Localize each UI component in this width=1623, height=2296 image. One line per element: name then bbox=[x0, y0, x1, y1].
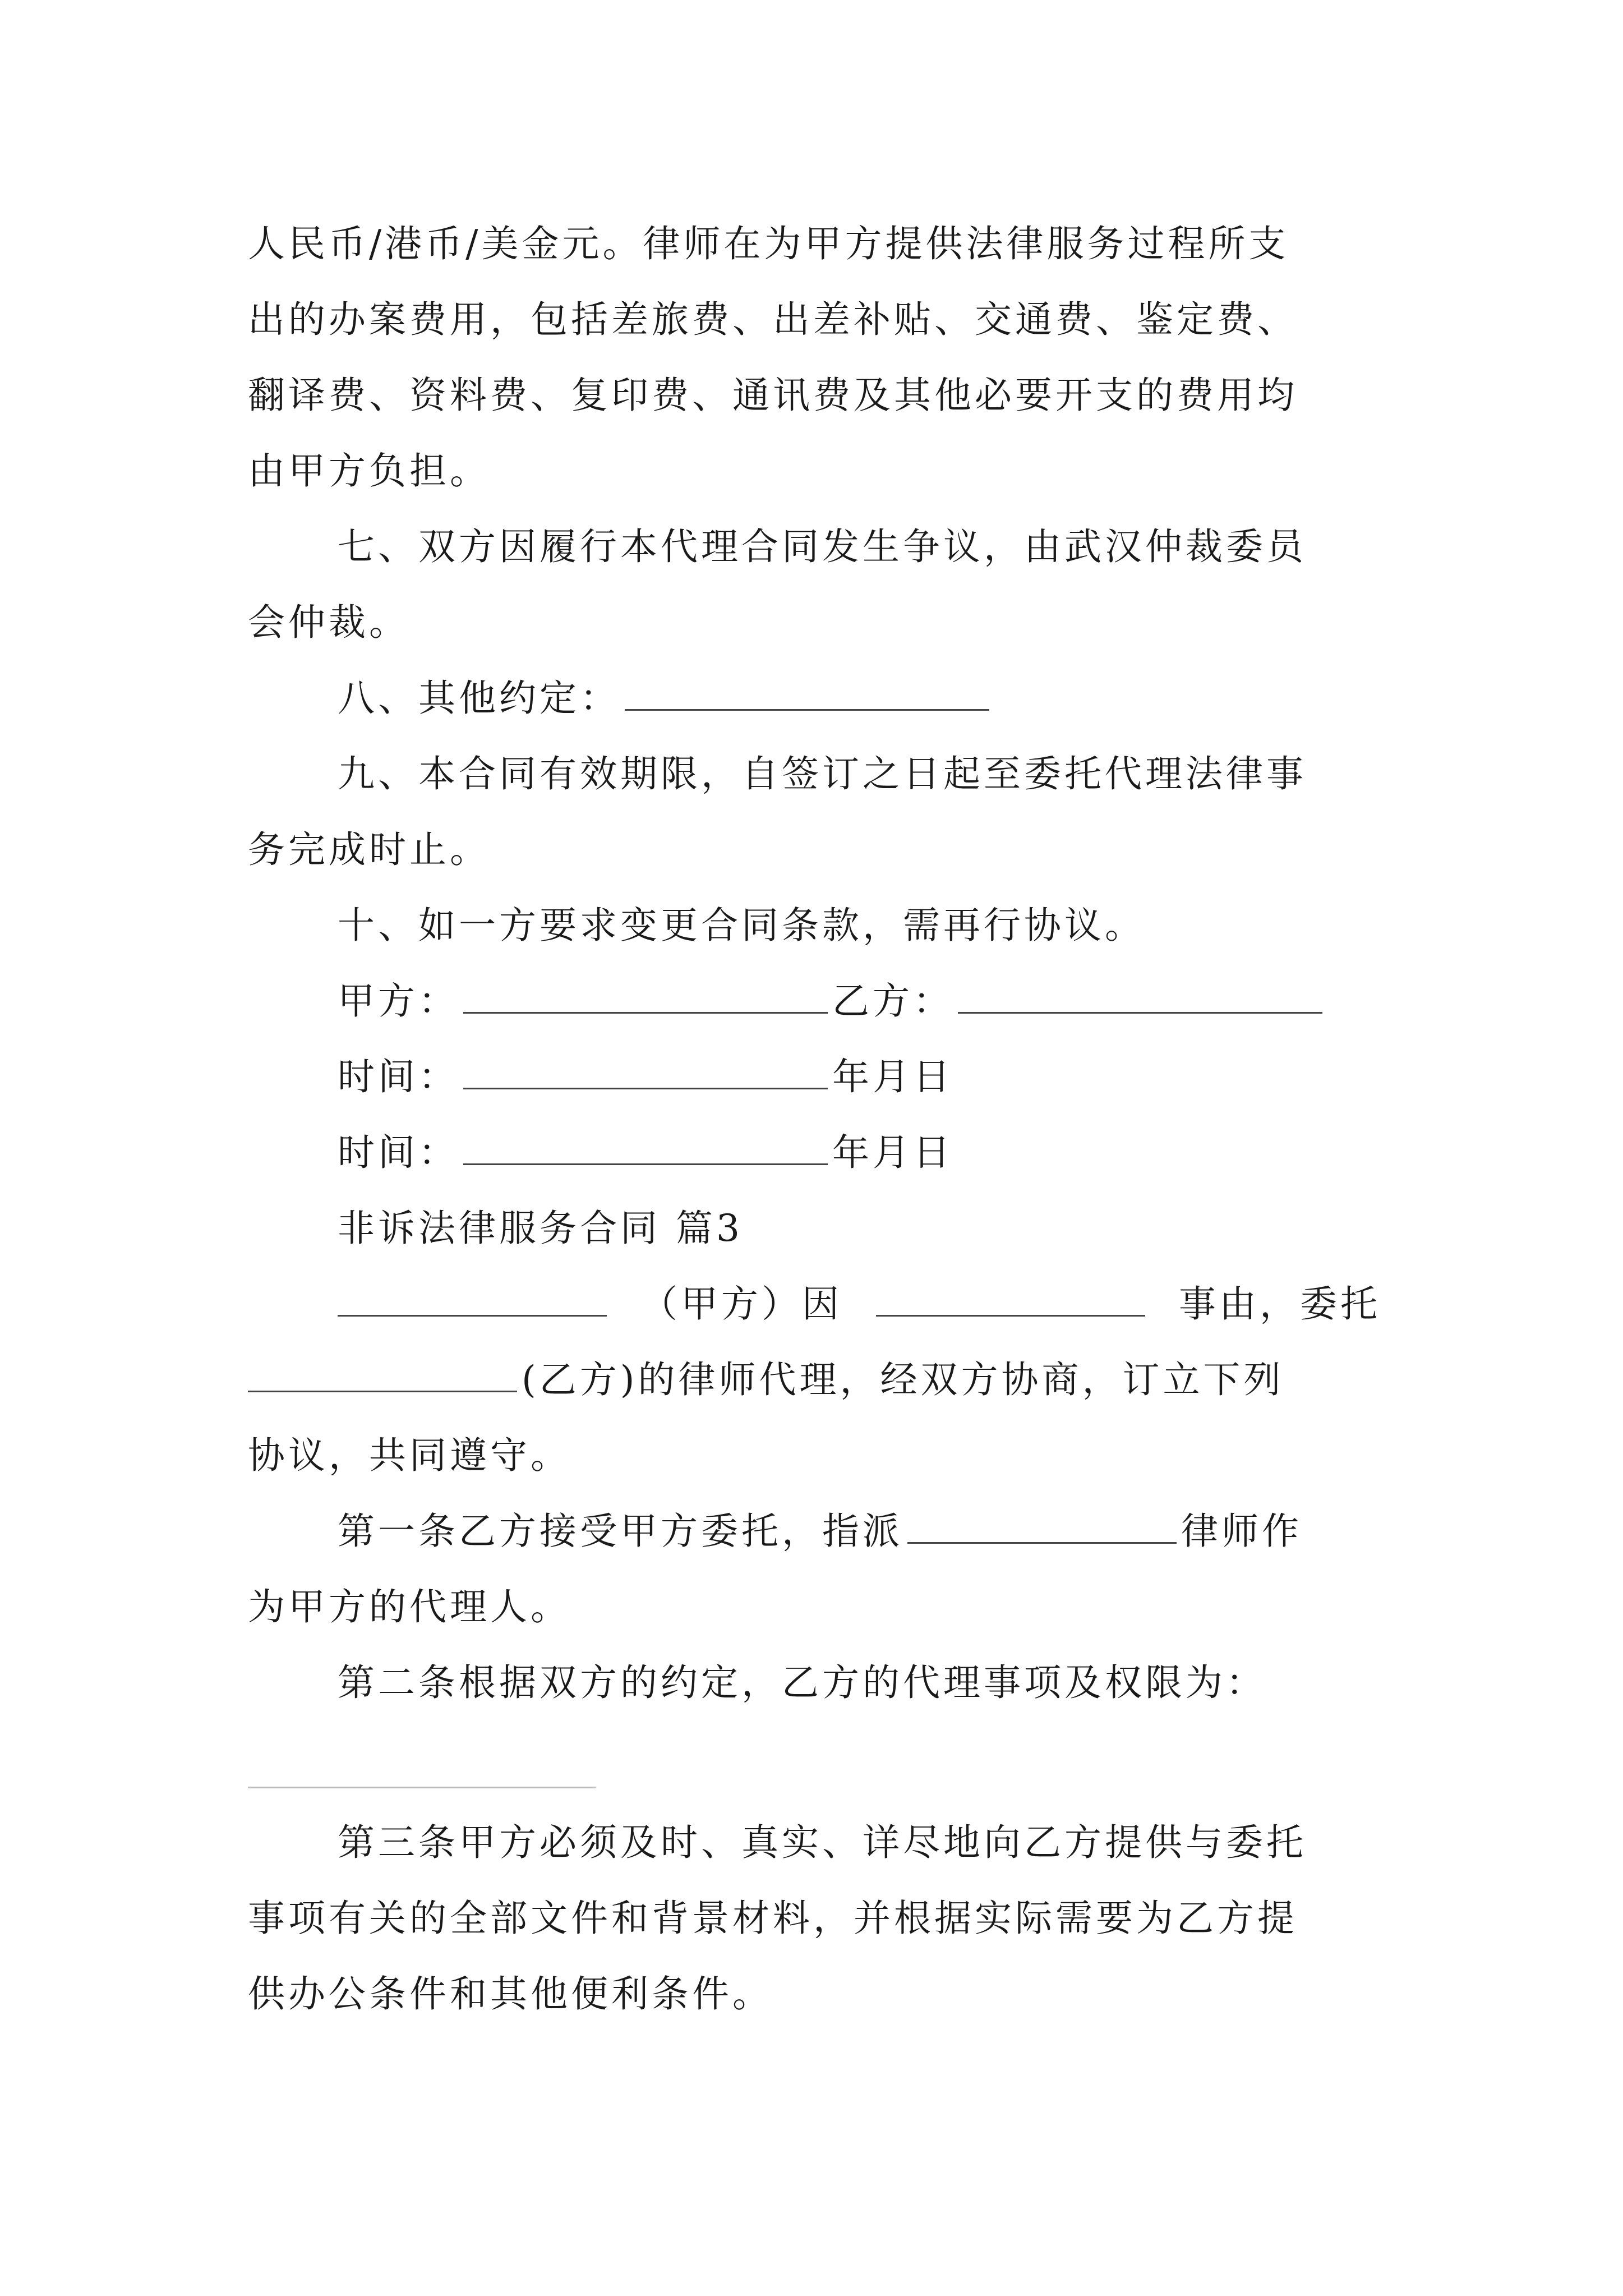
signature-party-line bbox=[338, 973, 1327, 1029]
other-terms-blank[interactable] bbox=[625, 674, 989, 711]
date-suffix: 年月日 bbox=[832, 1055, 953, 1098]
date-blank[interactable] bbox=[463, 1129, 828, 1165]
section-heading: 非诉法律服务合同 篇3 bbox=[338, 1207, 743, 1250]
article-one-text: 第一条乙方接受甲方委托，指派 bbox=[338, 1510, 903, 1553]
party-b-text: (乙方)的律师代理，经双方协商，订立下列 bbox=[522, 1358, 1284, 1401]
text-line: 会仲裁。 bbox=[248, 601, 409, 644]
clause-eight-label: 八、其他约定： bbox=[338, 677, 620, 720]
date-blank[interactable] bbox=[463, 1053, 828, 1089]
authority-blank-rule[interactable] bbox=[248, 1787, 596, 1788]
party-a-cause-label: （甲方）因 bbox=[640, 1282, 842, 1326]
text-line: 务完成时止。 bbox=[248, 828, 490, 871]
text-line: 由甲方负担。 bbox=[248, 449, 490, 493]
signature-date-line bbox=[338, 1049, 953, 1105]
text-line: 供办公条件和其他便利条件。 bbox=[248, 1972, 773, 2016]
party-a-blank[interactable] bbox=[463, 977, 828, 1014]
party-a-label: 甲方： bbox=[338, 979, 459, 1023]
lawyer-name-blank[interactable] bbox=[907, 1507, 1177, 1544]
text-line: 协议，共同遵守。 bbox=[248, 1434, 571, 1477]
text-line: 事项有关的全部文件和背景材料，并根据实际需要为乙方提 bbox=[248, 1897, 1298, 1940]
text-line: 翻译费、资料费、复印费、通讯费及其他必要开支的费用均 bbox=[248, 374, 1298, 417]
article-three: 第三条甲方必须及时、真实、详尽地向乙方提供与委托 bbox=[338, 1821, 1307, 1864]
article-one-suffix: 律师作 bbox=[1181, 1510, 1302, 1553]
date-label: 时间： bbox=[338, 1055, 459, 1098]
clause-seven: 七、双方因履行本代理合同发生争议，由武汉仲裁委员 bbox=[338, 525, 1307, 568]
clause-ten: 十、如一方要求变更合同条款，需再行协议。 bbox=[338, 904, 1145, 947]
date-label: 时间： bbox=[338, 1131, 459, 1174]
article-two: 第二条根据双方的约定，乙方的代理事项及权限为： bbox=[338, 1661, 1266, 1704]
text-line: 人民币/港币/美金元。律师在为甲方提供法律服务过程所支 bbox=[248, 222, 1289, 265]
clause-nine: 九、本合同有效期限，自签订之日起至委托代理法律事 bbox=[338, 752, 1307, 795]
date-suffix: 年月日 bbox=[832, 1131, 953, 1174]
article-one bbox=[338, 1503, 1302, 1559]
signature-date-line bbox=[338, 1125, 953, 1181]
entrust-label: 事由，委托 bbox=[1179, 1282, 1381, 1326]
party-b-blank[interactable] bbox=[958, 977, 1322, 1014]
contract-intro-line bbox=[248, 1352, 1284, 1408]
party-b-name-blank[interactable] bbox=[248, 1356, 517, 1392]
clause-eight bbox=[338, 670, 994, 726]
cause-blank[interactable] bbox=[876, 1280, 1145, 1317]
party-b-label: 乙方： bbox=[832, 979, 953, 1023]
party-a-name-blank[interactable] bbox=[338, 1280, 607, 1317]
text-line: 为甲方的代理人。 bbox=[248, 1585, 571, 1628]
text-line: 出的办案费用，包括差旅费、出差补贴、交通费、鉴定费、 bbox=[248, 298, 1298, 341]
contract-intro-line bbox=[338, 1276, 1381, 1332]
